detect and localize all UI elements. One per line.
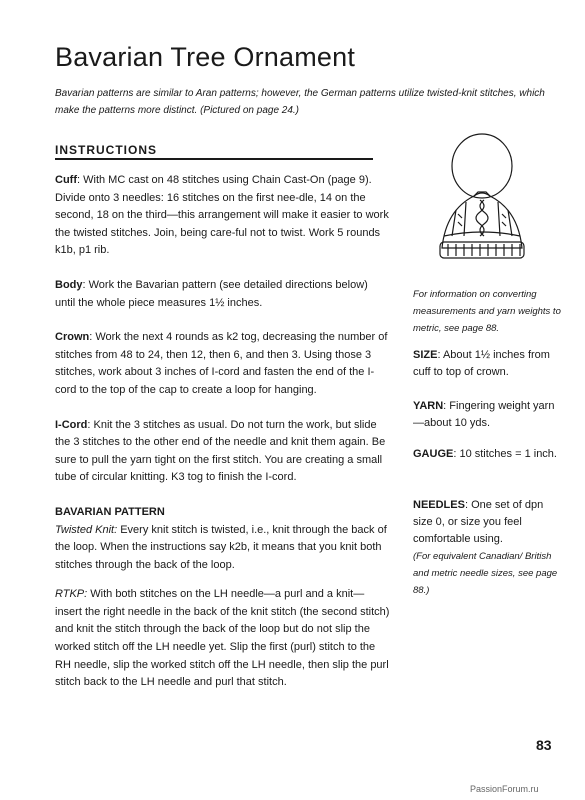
hanging-loop [452,134,512,198]
instructions-column [55,172,390,692]
size-spec [413,347,563,381]
rtkp-label: RTKP: [55,588,88,601]
pattern-heading: BAVARIAN PATTERN [55,505,165,518]
twisted-knit-paragraph [55,522,390,575]
rtkp-text: With both stitches on the LH needle—a purl and a knit—insert the right needle in the back of the knit stitch (the second stitch) and knit the stitch through the back of the loop but do not slip the worked stitch off the LH needle yet. Slip the first (purl) stitch to the RH needle, slip the worked stitch off the LH needle, then slip the purl stitch back to the LH needle and purl that stitch. [55,588,390,689]
cuff-paragraph [55,172,390,260]
needles-note: (For equivalent Canadian/ British and metric needle sizes, see page 88.) [413,551,558,596]
yarn-text: : Fingering weight yarn—about 10 yds. [413,400,555,429]
icord-label: I-Cord [55,418,88,431]
instructions-heading: INSTRUCTIONS [55,143,157,157]
yarn-spec [413,398,563,432]
rtkp-paragraph [55,586,390,692]
size-label: SIZE [413,349,438,361]
ornament-illustration [422,130,542,280]
body-label: Body [55,278,83,291]
conversion-note: For information on converting measurements and yarn weights to metric, see page 88. [413,289,561,334]
cuff-text: : With MC cast on 48 stitches using Chain Cast-On (page 9). Divide onto 3 needles: 16 stitches on the first nee-dle, 14 on the second, 18 on the third—this arrangement will make it easier to work the twisted stitches. Join, being care-ful not to twist. Work 5 rounds k1b, p1 rib. [55,174,389,257]
intro-paragraph: Bavarian patterns are similar to Aran patterns; however, the German patterns utilize twisted-knit stitches, which make the patterns more distinct. (Pictured on page 24.) [55,88,545,116]
twisted-knit-text: Every knit stitch is twisted, i.e., knit through the back of the loop. When the instructions say k2b, it means that you knit both stitches through the back of the loop. [55,523,387,571]
crown-label: Crown [55,331,90,344]
body-text: : Work the Bavarian pattern (see detailed directions below) until the whole piece measures 1½ inches. [55,278,368,309]
needles-spec [413,497,563,599]
twisted-knit-label: Twisted Knit: [55,523,118,536]
page-number: 83 [536,737,552,753]
cap-cuff [440,242,524,258]
crown-text: : Work the next 4 rounds as k2 tog, decreasing the number of stitches from 48 to 24, then 12, then 6, and then 3. Using those 3 stitches, work about 3 inches of I-cord and fasten the end of the I-cord to the top of the cap to create a loop for hanging. [55,331,388,396]
size-text: : About 1½ inches from cuff to top of crown. [413,349,550,378]
icord-text: : Knit the 3 stitches as usual. Do not turn the work, but slide the 3 stitches to the other end of the needle and knit them again. Be sure to pull the yarn tight on the first stitch. You are creating a small tube of circular knitting. K3 tog to finish the I-cord. [55,418,386,484]
crown-paragraph [55,329,390,399]
needles-text: : One set of dpn size 0, or size you feel comfortable using. [413,499,544,545]
cuff-label: Cuff [55,174,77,186]
gauge-text: : 10 stitches = 1 inch. [453,448,557,460]
gauge-spec [413,446,563,463]
yarn-label: YARN [413,400,444,412]
body-paragraph [55,277,390,312]
page-title: Bavarian Tree Ornament [55,42,356,72]
icord-paragraph [55,417,390,487]
heading-rule [55,158,373,160]
watermark: PassionForum.ru [470,784,539,794]
needles-label: NEEDLES [413,499,465,511]
gauge-label: GAUGE [413,448,454,460]
